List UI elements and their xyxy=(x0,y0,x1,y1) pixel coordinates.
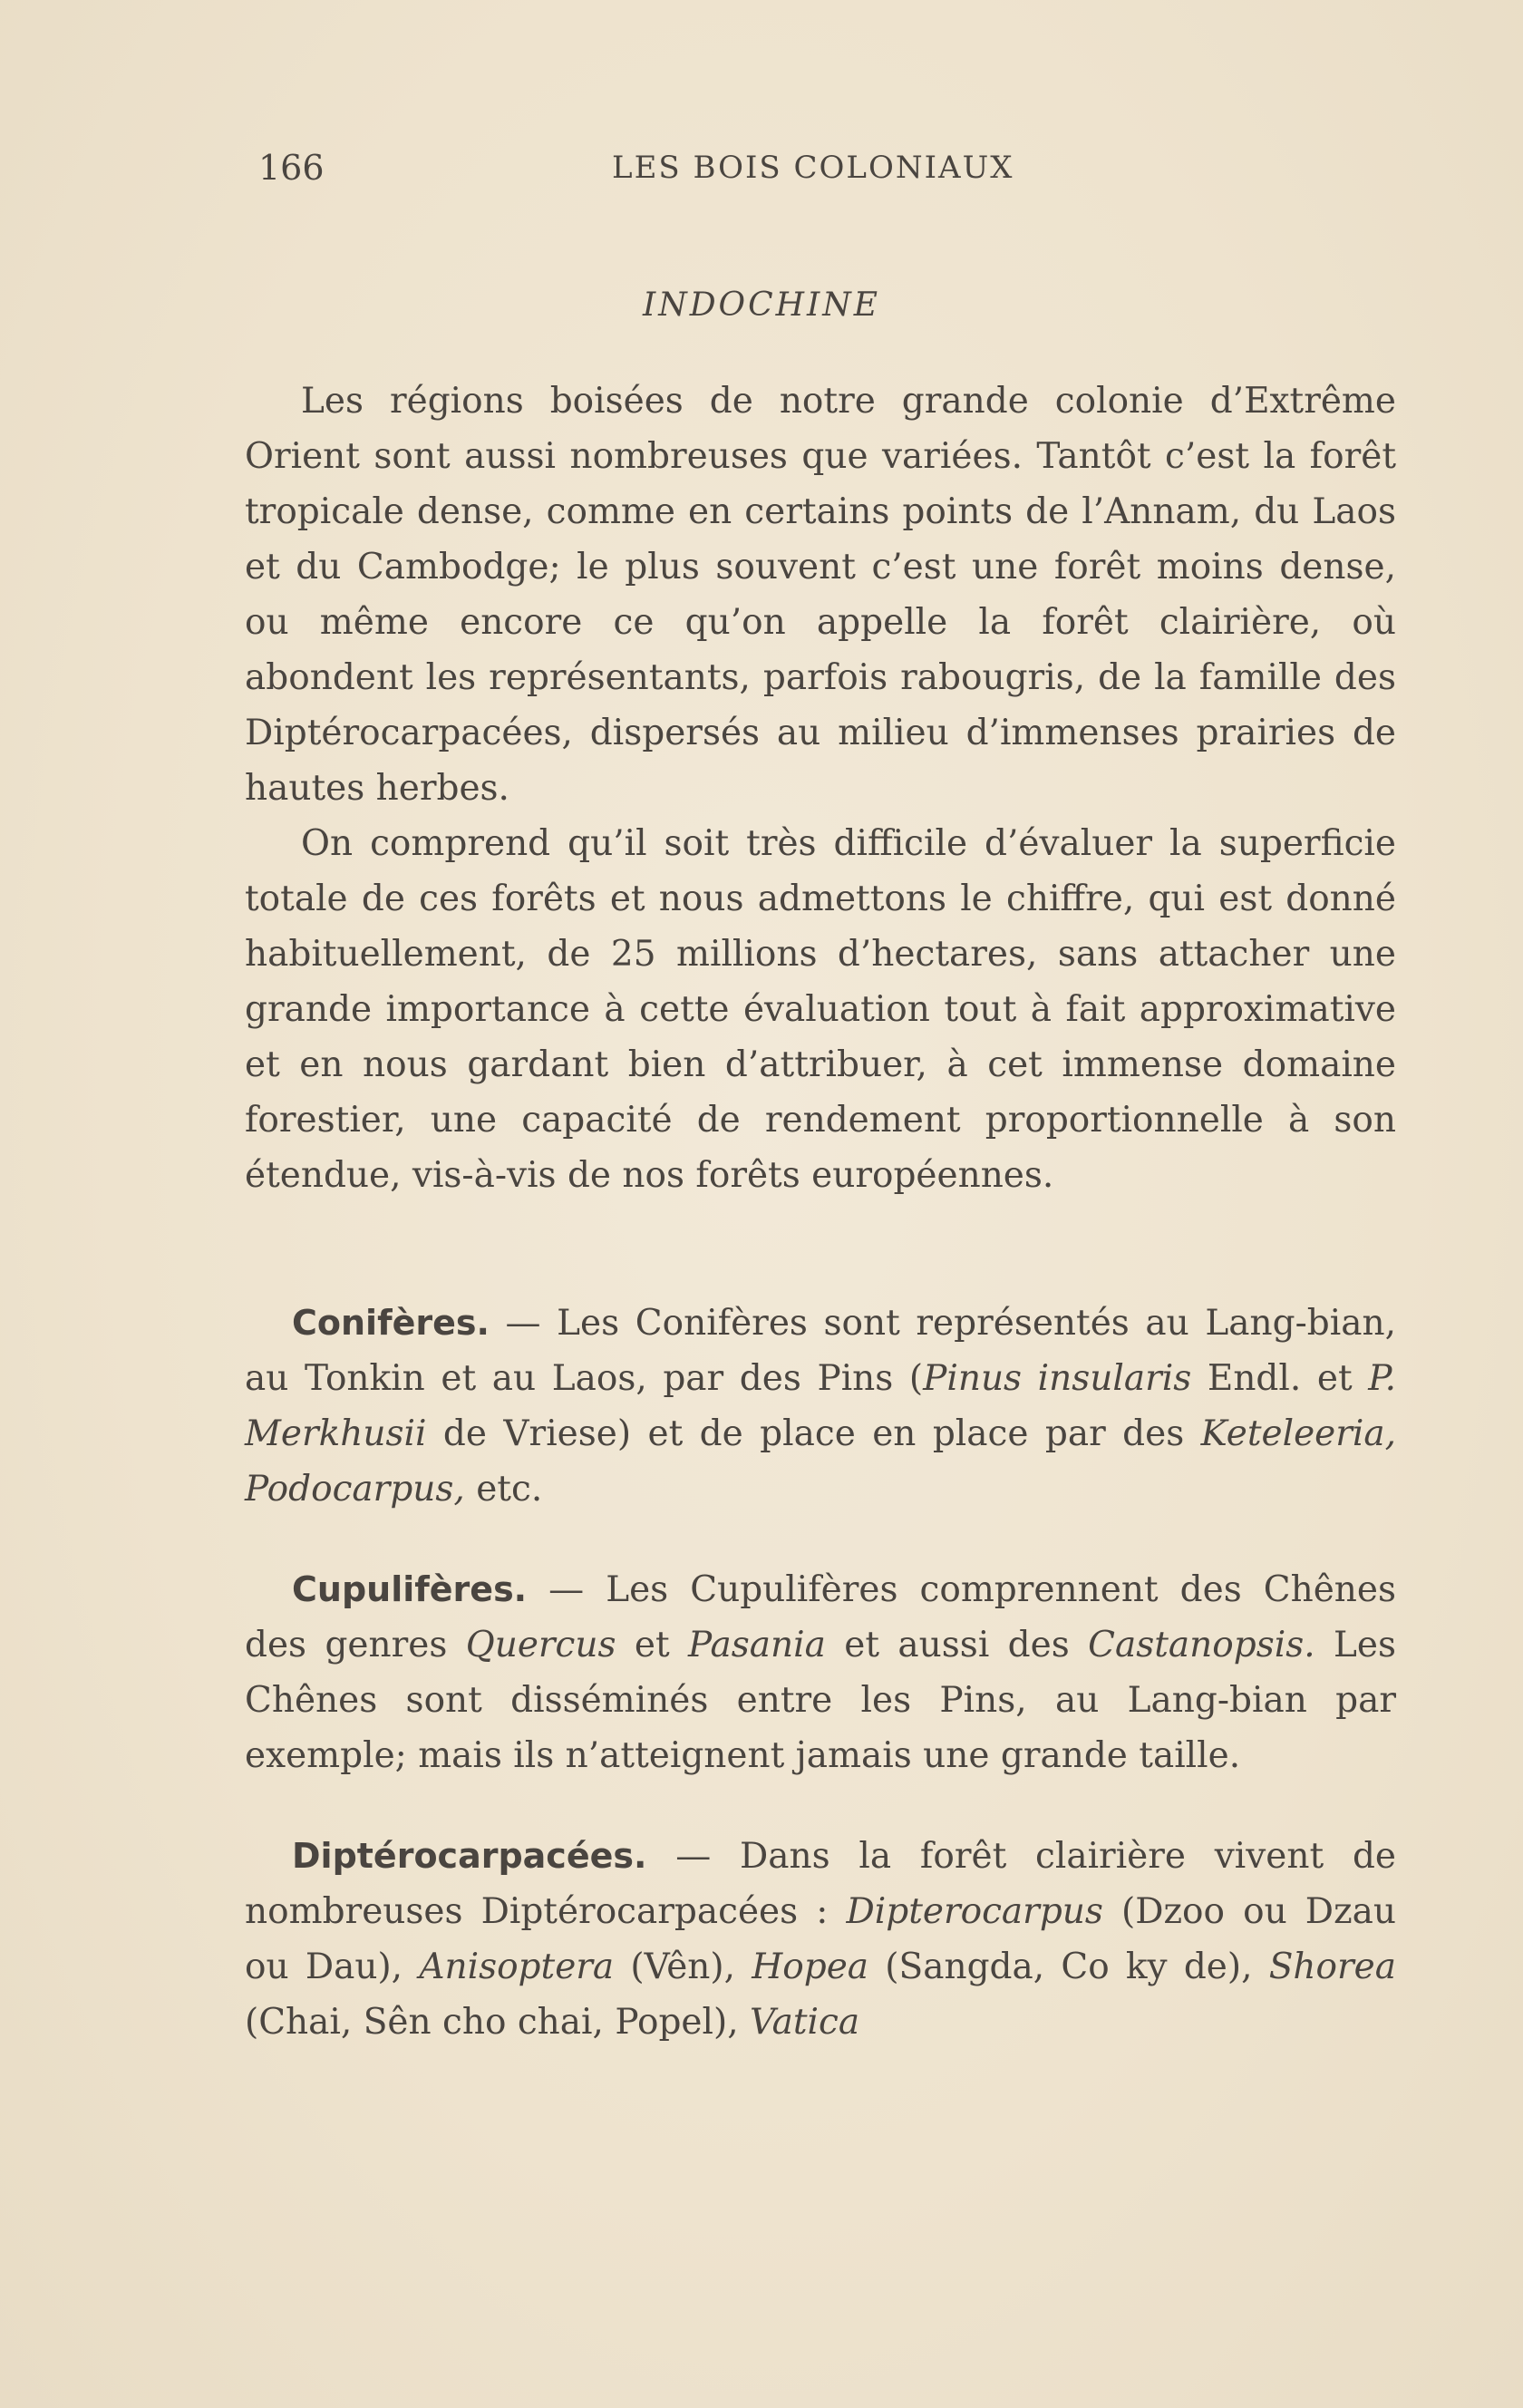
genus-name: Vatica xyxy=(750,2002,860,2043)
genus-name: Quercus xyxy=(465,1625,616,1665)
species-name: P. Merkhusii xyxy=(245,1358,1396,1454)
genus-name: Anisoptera xyxy=(419,1947,615,1987)
genus-name: Shorea xyxy=(1268,1947,1396,1987)
species-name: Pinus insularis xyxy=(923,1358,1192,1399)
entry-dipterocarpacees: Diptérocarpacées. — Dans la forêt clairière vivent de nombreuses Diptérocarpacées : Dipterocarpus (Dzoo ou Dzau ou Dau), Anisoptera (Vên), Hopea (Sangda, Co ky de), Shorea (Chai, Sên cho chai, Popel), Vatica xyxy=(245,1836,1396,2043)
entry-heading: Conifères. xyxy=(292,1303,490,1343)
entry-heading: Diptérocarpacées. xyxy=(292,1836,647,1876)
genus-name: Hopea xyxy=(752,1947,869,1987)
entry-heading: Cupulifères. xyxy=(292,1569,528,1609)
running-head: LES BOIS COLONIAUX xyxy=(612,150,1014,186)
genus-name: Pasania xyxy=(688,1625,826,1665)
section-title: INDOCHINE xyxy=(642,286,881,324)
paragraph-surface: On comprend qu’il soit très difficile d’évaluer la superficie totale de ces forêts et nous admettons le chiffre, qui est donné habituellement, de 25 millions d’hectares, sans attacher une grande importance à cette évaluation tout à fait approximative et en nous gardant bien d’attribuer, à cet immense domaine forestier, une capacité de rendement proportionnelle à son étendue, vis-à-vis de nos forêts européennes. xyxy=(245,823,1396,1196)
genus-name: Castanopsis. xyxy=(1088,1625,1315,1665)
paragraph-intro: Les régions boisées de notre grande colonie d’Extrême Orient sont aussi nombreuses que variées. Tantôt c’est la forêt tropicale dense, comme en certains points de l’Annam, du Laos et du Cambodge; le plus souvent c’est une forêt moins dense, ou même encore ce qu’on appelle la forêt clairière, où abondent les représentants, parfois rabougris, de la famille des Diptérocarpacées, dispersés au milieu d’immenses prairies de hautes herbes. xyxy=(245,381,1396,809)
page-header xyxy=(258,145,1410,190)
genus-names: Keteleeria, Podocarpus, xyxy=(245,1413,1396,1510)
body-text xyxy=(245,374,1396,2050)
page-number: 166 xyxy=(258,148,325,188)
entry-coniferes: Conifères. — Les Conifères sont représentés au Lang-bian, au Tonkin et au Laos, par des Pins (Pinus insularis Endl. et P. Merkhusii de Vriese) et de place en place par des Keteleeria, Podocarpus, etc. xyxy=(245,1303,1396,1510)
entry-cupuliferes: Cupulifères. — Les Cupulifères comprennent des Chênes des genres Quercus et Pasania et aussi des Castanopsis. Les Chênes sont disséminés entre les Pins, au Lang-bian par exemple; mais ils n’atteignent jamais une grande taille. xyxy=(245,1569,1396,1776)
genus-name: Dipterocarpus xyxy=(846,1891,1103,1932)
